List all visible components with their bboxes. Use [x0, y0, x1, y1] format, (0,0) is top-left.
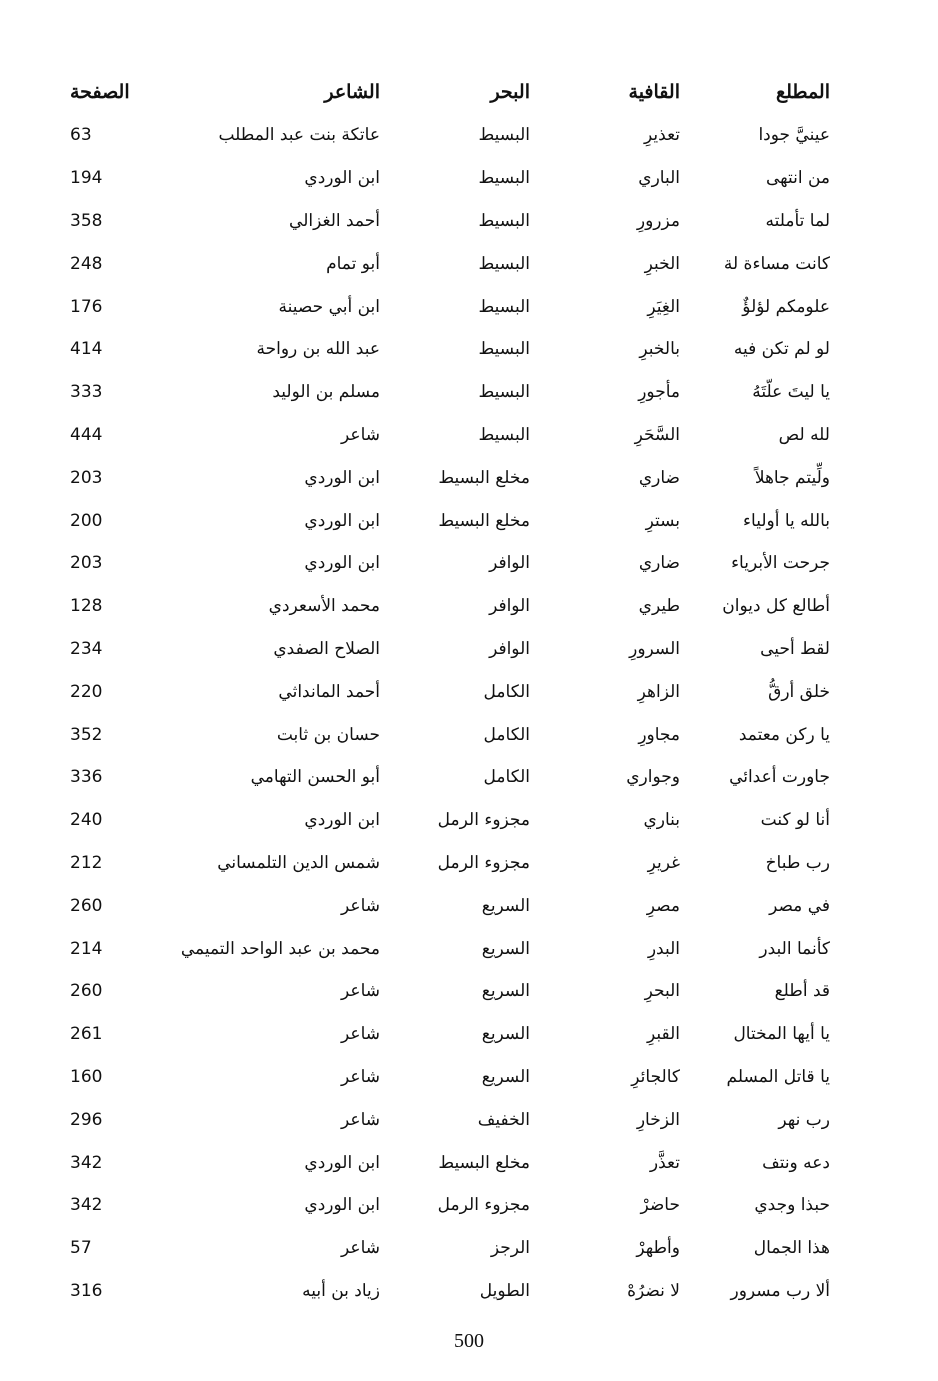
cell-qafia: حاضرْ	[640, 1195, 680, 1216]
header-matla: المطلع	[775, 81, 830, 103]
table-header	[70, 70, 830, 114]
cell-bahr: الكامل	[483, 724, 530, 745]
table-row	[70, 799, 830, 842]
table-row	[70, 371, 830, 414]
rhymes-index-table	[70, 70, 830, 1312]
cell-shaer: شاعر	[341, 895, 380, 916]
cell-bahr: السريع	[481, 938, 530, 959]
cell-shaer: محمد الأسعردي	[268, 596, 380, 617]
cell-bahr: البسيط	[478, 125, 530, 146]
table-row	[70, 1227, 830, 1270]
cell-page: 260	[70, 981, 103, 1002]
header-qafia: القافية	[628, 81, 680, 103]
cell-page: 342	[70, 1195, 103, 1216]
cell-page: 160	[70, 1066, 103, 1087]
cell-page: 336	[70, 767, 103, 788]
cell-bahr: البسيط	[478, 253, 530, 274]
cell-qafia: ضاري	[638, 553, 680, 574]
cell-bahr: الكامل	[483, 681, 530, 702]
cell-matla: أنا لو كنت	[760, 810, 830, 831]
cell-bahr: السريع	[481, 981, 530, 1002]
table-row	[70, 242, 830, 285]
cell-page: 414	[70, 339, 103, 360]
cell-bahr: البسيط	[478, 296, 530, 317]
cell-shaer: ابن الوردي	[304, 553, 380, 574]
cell-matla: رب طباخ	[765, 852, 830, 873]
cell-shaer: الصلاح الصفدي	[273, 638, 380, 659]
cell-qafia: الزاهرِ	[637, 681, 680, 702]
cell-matla: يا أيها المختال	[733, 1024, 830, 1045]
cell-qafia: بالخبرِ	[639, 339, 680, 360]
cell-page: 200	[70, 510, 103, 531]
cell-shaer: ابن الوردي	[304, 467, 380, 488]
cell-page: 316	[70, 1280, 103, 1301]
table-row	[70, 927, 830, 970]
cell-shaer: ابن الوردي	[304, 1195, 380, 1216]
cell-bahr: السريع	[481, 895, 530, 916]
cell-bahr: الطويل	[479, 1280, 530, 1301]
cell-qafia: السَّحَرِ	[634, 424, 680, 445]
cell-matla: علومكم لؤلؤٌ	[742, 296, 830, 317]
table-row	[70, 1270, 830, 1313]
cell-page: 260	[70, 895, 103, 916]
cell-bahr: البسيط	[478, 339, 530, 360]
cell-matla: لله لص	[778, 424, 830, 445]
cell-qafia: وأطهرْ	[636, 1238, 680, 1259]
cell-shaer: ابن الوردي	[304, 168, 380, 189]
cell-shaer: شمس الدين التلمساني	[217, 852, 380, 873]
cell-bahr: الخفيف	[477, 1109, 530, 1130]
header-shaer: الشاعر	[324, 81, 380, 103]
table-body	[70, 114, 830, 1312]
cell-bahr: مجزوء الرمل	[437, 1195, 530, 1216]
cell-shaer: أبو الحسن التهامي	[250, 767, 380, 788]
cell-qafia: وجواري	[626, 767, 680, 788]
cell-shaer: أحمد الغزالي	[289, 210, 380, 231]
table-row	[70, 970, 830, 1013]
cell-qafia: غريرِ	[647, 852, 680, 873]
cell-shaer: مسلم بن الوليد	[272, 382, 380, 403]
cell-bahr: الكامل	[483, 767, 530, 788]
header-page: الصفحة	[70, 81, 130, 103]
cell-page: 63	[70, 125, 92, 146]
table-row	[70, 713, 830, 756]
cell-bahr: الرجز	[490, 1238, 530, 1259]
cell-page: 358	[70, 210, 103, 231]
cell-matla: في مصر	[769, 895, 830, 916]
cell-qafia: البدرِ	[647, 938, 680, 959]
table-row	[70, 157, 830, 200]
cell-bahr: الوافر	[489, 553, 530, 574]
cell-matla: خلق أرقُّ	[768, 681, 830, 702]
table-row	[70, 499, 830, 542]
cell-qafia: لا نضرُهْ	[627, 1280, 680, 1301]
cell-bahr: مخلع البسيط	[438, 467, 530, 488]
cell-matla: يا ركن معتمد	[738, 724, 830, 745]
cell-shaer: ابن الوردي	[304, 510, 380, 531]
cell-matla: كانت مساءة لة	[723, 253, 830, 274]
table-row	[70, 585, 830, 628]
table-row	[70, 542, 830, 585]
cell-matla: قد أطلع	[774, 981, 830, 1002]
table-row	[70, 200, 830, 243]
header-bahr: البحر	[490, 81, 530, 103]
cell-page: 203	[70, 467, 103, 488]
cell-matla: أطالع كل ديوان	[722, 596, 830, 617]
table-row	[70, 1056, 830, 1099]
cell-matla: ألا رب مسرور	[730, 1280, 830, 1301]
cell-matla: كأنما البدر	[759, 938, 830, 959]
cell-bahr: الوافر	[489, 596, 530, 617]
cell-qafia: تعذيرِ	[644, 125, 680, 146]
cell-shaer: أحمد المانداثي	[278, 681, 380, 702]
cell-qafia: البحرِ	[644, 981, 680, 1002]
cell-page: 234	[70, 638, 103, 659]
cell-bahr: مجزوء الرمل	[437, 810, 530, 831]
cell-matla: هذا الجمال	[753, 1238, 830, 1259]
table-row	[70, 414, 830, 457]
cell-matla: لو لم تكن فيه	[733, 339, 830, 360]
cell-page: 176	[70, 296, 103, 317]
cell-shaer: ابن الوردي	[304, 810, 380, 831]
cell-qafia: السرورِ	[629, 638, 680, 659]
table-row	[70, 884, 830, 927]
cell-qafia: مجاورِ	[638, 724, 680, 745]
cell-qafia: بسترِ	[645, 510, 680, 531]
cell-bahr: البسيط	[478, 210, 530, 231]
table-row	[70, 1141, 830, 1184]
cell-page: 248	[70, 253, 103, 274]
cell-page: 214	[70, 938, 103, 959]
cell-page: 203	[70, 553, 103, 574]
cell-page: 333	[70, 382, 103, 403]
cell-bahr: البسيط	[478, 424, 530, 445]
cell-shaer: شاعر	[341, 1238, 380, 1259]
cell-bahr: البسيط	[478, 382, 530, 403]
cell-matla: عينيَّ جودا	[758, 125, 830, 146]
table-row	[70, 1184, 830, 1227]
cell-shaer: محمد بن عبد الواحد التميمي	[180, 938, 380, 959]
cell-shaer: شاعر	[341, 1109, 380, 1130]
cell-page: 212	[70, 852, 103, 873]
table-row	[70, 670, 830, 713]
cell-qafia: طيري	[638, 596, 680, 617]
cell-shaer: ابن الوردي	[304, 1152, 380, 1173]
cell-qafia: الباري	[638, 168, 680, 189]
cell-matla: من انتهى	[765, 168, 830, 189]
table-row	[70, 756, 830, 799]
cell-qafia: كالجائرِ	[631, 1066, 680, 1087]
cell-page: 444	[70, 424, 103, 445]
cell-bahr: البسيط	[478, 168, 530, 189]
cell-matla: جرحت الأبرياء	[731, 553, 830, 574]
cell-matla: دعه ونتف	[762, 1152, 830, 1173]
cell-bahr: مجزوء الرمل	[437, 852, 530, 873]
cell-bahr: السريع	[481, 1024, 530, 1045]
cell-shaer: شاعر	[341, 424, 380, 445]
table-row	[70, 456, 830, 499]
table-row	[70, 628, 830, 671]
cell-shaer: أبو تمام	[326, 253, 380, 274]
cell-shaer: شاعر	[341, 1066, 380, 1087]
cell-qafia: القبرِ	[646, 1024, 680, 1045]
cell-shaer: عبد الله بن رواحة	[256, 339, 380, 360]
page-number: 500	[454, 1330, 484, 1352]
cell-page: 261	[70, 1024, 103, 1045]
cell-qafia: الغِيَرِ	[647, 296, 680, 317]
table-row	[70, 842, 830, 885]
cell-page: 128	[70, 596, 103, 617]
cell-qafia: مأجورِ	[638, 382, 680, 403]
cell-qafia: تعذَّر	[649, 1152, 680, 1173]
cell-qafia: الزخارِ	[636, 1109, 680, 1130]
table-row	[70, 328, 830, 371]
cell-shaer: زياد بن أبيه	[302, 1280, 380, 1301]
cell-matla: لقط أحيى	[760, 638, 830, 659]
cell-shaer: ابن أبي حصينة	[278, 296, 380, 317]
cell-shaer: عاتكة بنت عبد المطلب	[218, 125, 380, 146]
cell-matla: يا ليتَ علّتَهُ	[752, 382, 830, 403]
cell-matla: يا قاتل المسلم	[726, 1066, 830, 1087]
cell-page: 342	[70, 1152, 103, 1173]
cell-matla: حبذا وجدي	[754, 1195, 830, 1216]
cell-matla: جاورت أعدائي	[729, 767, 830, 788]
cell-shaer: شاعر	[341, 1024, 380, 1045]
cell-matla: لما تأملته	[765, 210, 830, 231]
table-row	[70, 1013, 830, 1056]
cell-qafia: بناري	[643, 810, 680, 831]
cell-qafia: مزرورِ	[636, 210, 680, 231]
table-row	[70, 114, 830, 157]
cell-qafia: الخبرِ	[644, 253, 680, 274]
cell-bahr: مخلع البسيط	[438, 510, 530, 531]
cell-shaer: شاعر	[341, 981, 380, 1002]
cell-matla: رب نهر	[778, 1109, 830, 1130]
cell-page: 296	[70, 1109, 103, 1130]
cell-page: 220	[70, 681, 103, 702]
cell-page: 57	[70, 1238, 92, 1259]
cell-shaer: حسان بن ثابت	[276, 724, 380, 745]
cell-matla: ولِّيتم جاهلاً	[754, 467, 830, 488]
cell-qafia: مصرِ	[646, 895, 680, 916]
cell-matla: بالله يا أولياء	[743, 510, 830, 531]
cell-page: 194	[70, 168, 103, 189]
cell-qafia: ضاري	[638, 467, 680, 488]
cell-bahr: الوافر	[489, 638, 530, 659]
cell-bahr: مخلع البسيط	[438, 1152, 530, 1173]
cell-page: 240	[70, 810, 103, 831]
table-row	[70, 1098, 830, 1141]
cell-bahr: السريع	[481, 1066, 530, 1087]
header-row	[70, 70, 830, 114]
table-row	[70, 285, 830, 328]
cell-page: 352	[70, 724, 103, 745]
